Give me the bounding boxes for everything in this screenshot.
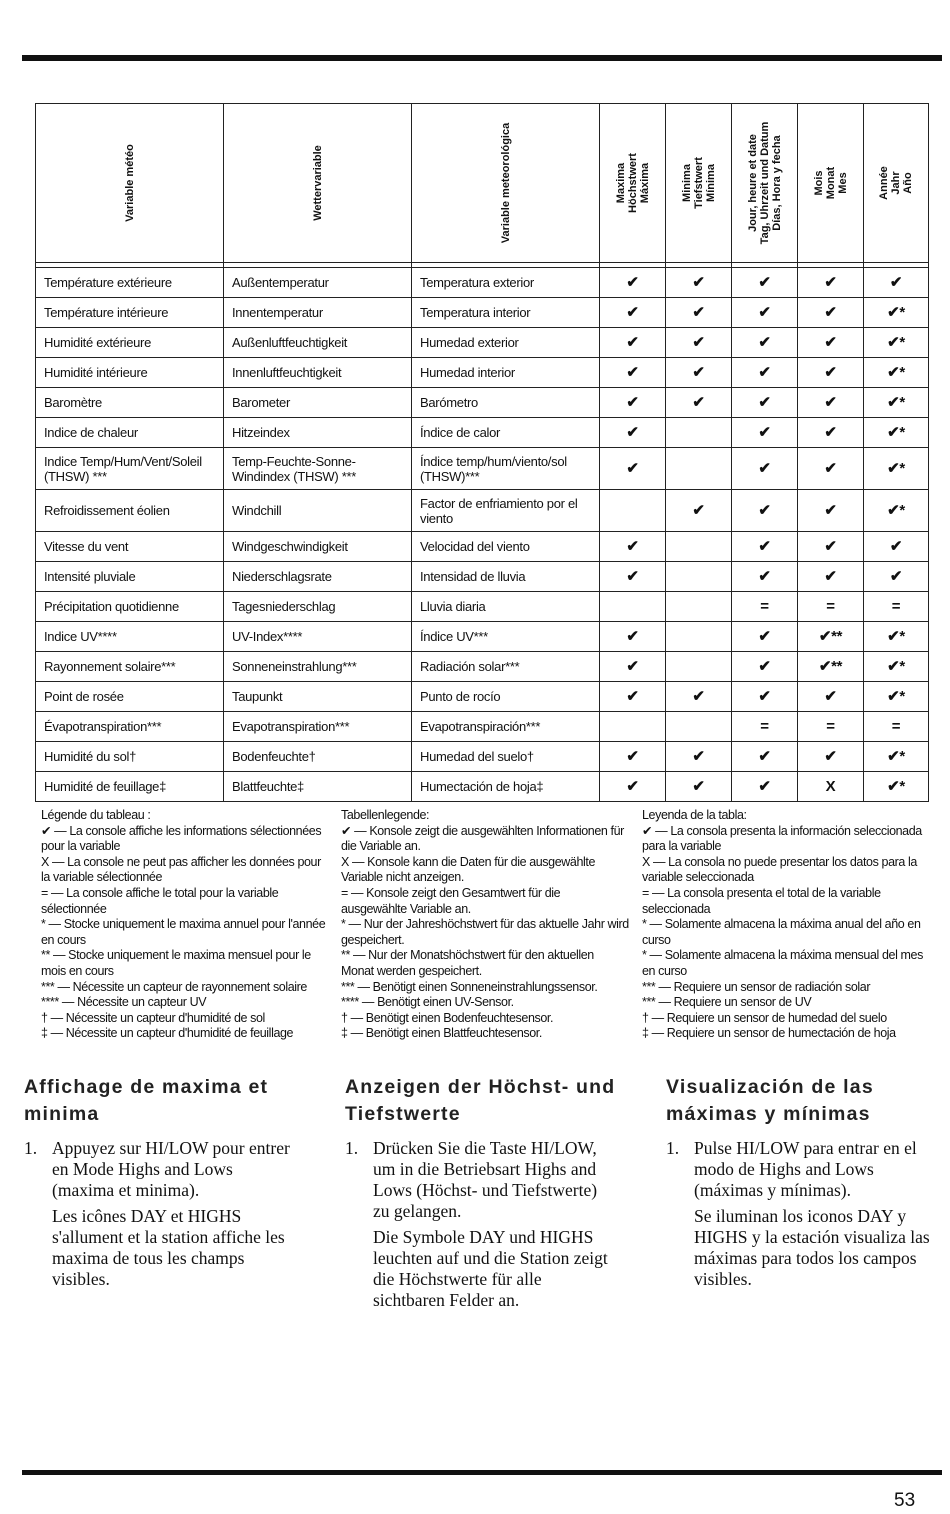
legend-fr xyxy=(41,808,329,1042)
step-number: 1. xyxy=(24,1138,38,1158)
header-variable-de: Wettervariable xyxy=(224,104,412,263)
variable-name-es: Lluvia diaria xyxy=(412,592,600,622)
section-title: Anzeigen der Höchst- und Tiefstwerte xyxy=(345,1076,616,1125)
record-cell-day: ✔ xyxy=(732,682,798,712)
section-title: Visualización de las máximas y mínimas xyxy=(666,1076,874,1125)
record-cell-yr: ✔* xyxy=(864,682,929,712)
legend-line: = — La consola presenta el total de la variable seleccionada xyxy=(642,885,881,916)
record-cell-yr: ✔* xyxy=(864,622,929,652)
record-cell-max: ✔ xyxy=(600,448,666,490)
record-cell-yr: ✔ xyxy=(864,268,929,298)
record-cell-max: ✔ xyxy=(600,772,666,802)
record-cell-day: = xyxy=(732,712,798,742)
table-row xyxy=(36,682,929,712)
record-cell-min xyxy=(666,562,732,592)
variable-name-de: Außenluftfeuchtigkeit xyxy=(224,328,412,358)
record-cell-mon: ✔ xyxy=(798,358,864,388)
record-cell-day: ✔ xyxy=(732,652,798,682)
header-min: Minima Tiefstwert Mínima xyxy=(666,104,732,263)
variable-name-de: Tagesniederschlag xyxy=(224,592,412,622)
record-cell-min xyxy=(666,592,732,622)
step-result-text: Les icônes DAY et HIGHS s'allument et la station affiche les maxima de tous les champs visibles. xyxy=(52,1206,285,1289)
record-cell-day: ✔ xyxy=(732,562,798,592)
record-cell-day: ✔ xyxy=(732,298,798,328)
record-cell-min: ✔ xyxy=(666,328,732,358)
record-cell-day: ✔ xyxy=(732,490,798,532)
legend-line: *** — Requiere un sensor de radiación solar xyxy=(642,979,871,994)
variable-name-es: Temperatura exterior xyxy=(412,268,600,298)
table-body xyxy=(36,263,929,802)
record-cell-day: ✔ xyxy=(732,448,798,490)
legend-line: **** — Nécessite un capteur UV xyxy=(41,995,207,1010)
record-cell-day: ✔ xyxy=(732,772,798,802)
variable-name-fr: Précipitation quotidienne xyxy=(36,592,224,622)
legend-line: *** — Requiere un sensor de UV xyxy=(642,995,812,1010)
record-cell-day: ✔ xyxy=(732,532,798,562)
variable-name-de: Sonneneinstrahlung*** xyxy=(224,652,412,682)
record-cell-yr: ✔* xyxy=(864,328,929,358)
legend-line: Leyenda de la tabla: xyxy=(642,808,747,822)
record-cell-max xyxy=(600,490,666,532)
record-cell-yr: ✔* xyxy=(864,358,929,388)
legend-line: * — Stocke uniquement le maxima annuel pour l'année en cours xyxy=(41,917,326,947)
record-cell-min xyxy=(666,622,732,652)
record-cell-mon: ✔ xyxy=(798,298,864,328)
record-cell-yr: ✔* xyxy=(864,652,929,682)
record-cell-yr: ✔* xyxy=(864,772,929,802)
record-cell-mon: ✔ xyxy=(798,418,864,448)
record-cell-min: ✔ xyxy=(666,358,732,388)
table-row xyxy=(36,742,929,772)
table-row xyxy=(36,298,929,328)
weather-variable-table xyxy=(35,103,929,802)
table-row xyxy=(36,622,929,652)
record-cell-mon: ✔ xyxy=(798,742,864,772)
legend-line: X — La consola no puede presentar los datos para la variable seleccionada xyxy=(642,854,917,885)
record-cell-min: ✔ xyxy=(666,742,732,772)
record-cell-mon: ✔ xyxy=(798,448,864,490)
table-row xyxy=(36,562,929,592)
variable-name-de: Barometer xyxy=(224,388,412,418)
record-cell-max: ✔ xyxy=(600,562,666,592)
legend-es xyxy=(642,808,930,1042)
record-cell-day: ✔ xyxy=(732,358,798,388)
legend-line: = — Konsole zeigt den Gesamtwert für die ausgewählte Variable an. xyxy=(341,885,561,916)
record-cell-mon: ✔** xyxy=(798,622,864,652)
legend-line: Légende du tableau : xyxy=(41,808,151,822)
record-cell-max: ✔ xyxy=(600,532,666,562)
step-1 xyxy=(345,1138,617,1311)
record-cell-max: ✔ xyxy=(600,622,666,652)
record-cell-yr: ✔ xyxy=(864,562,929,592)
table-row xyxy=(36,328,929,358)
legend-line: * — Solamente almacena la máxima mensual del mes en curso xyxy=(642,948,923,978)
record-cell-day: ✔ xyxy=(732,388,798,418)
record-cell-min: ✔ xyxy=(666,388,732,418)
record-cell-yr: ✔* xyxy=(864,490,929,532)
legend-line: ‡ — Requiere un sensor de humectación de hoja xyxy=(642,1026,896,1041)
variable-name-fr: Température intérieure xyxy=(36,298,224,328)
variable-name-de: Innenluftfeuchtigkeit xyxy=(224,358,412,388)
header-month: Mois Monat Mes xyxy=(798,104,864,263)
variable-name-es: Velocidad del viento xyxy=(412,532,600,562)
record-cell-max: ✔ xyxy=(600,418,666,448)
record-cell-yr: ✔* xyxy=(864,418,929,448)
legend-line: Tabellenlegende: xyxy=(341,808,430,822)
variable-name-fr: Baromètre xyxy=(36,388,224,418)
legend-line: † — Requiere un sensor de humedad del suelo xyxy=(642,1010,887,1025)
section-title: Affichage de maxima et minima xyxy=(24,1076,269,1125)
record-cell-min xyxy=(666,448,732,490)
table-row xyxy=(36,490,929,532)
variable-name-es: Humectación de hoja‡ xyxy=(412,772,600,802)
table-row xyxy=(36,532,929,562)
record-cell-mon: = xyxy=(798,592,864,622)
record-cell-mon: ✔ xyxy=(798,268,864,298)
record-cell-min xyxy=(666,418,732,448)
variable-name-de: Temp-Feuchte-Sonne-Windindex (THSW) *** xyxy=(224,448,412,490)
record-cell-day: ✔ xyxy=(732,268,798,298)
variable-name-fr: Intensité pluviale xyxy=(36,562,224,592)
variable-name-es: Evapotranspiración*** xyxy=(412,712,600,742)
step-text: Appuyez sur HI/LOW pour entrer en Mode Highs and Lows (maxima et minima). xyxy=(52,1138,290,1200)
variable-name-fr: Indice Temp/Hum/Vent/Soleil (THSW) *** xyxy=(36,448,224,490)
table-row xyxy=(36,448,929,490)
table-row xyxy=(36,418,929,448)
variable-name-es: Punto de rocío xyxy=(412,682,600,712)
legend-line: ‡ — Nécessite un capteur d'humidité de feuillage xyxy=(41,1026,294,1041)
variable-name-de: Innentemperatur xyxy=(224,298,412,328)
variable-name-de: Taupunkt xyxy=(224,682,412,712)
header-variable-fr: Variable météo xyxy=(36,104,224,263)
step-result-text: Se iluminan los iconos DAY y HIGHS y la estación visualiza las máximas para todos los campos visibles. xyxy=(694,1206,930,1289)
record-cell-max: ✔ xyxy=(600,268,666,298)
record-cell-min: ✔ xyxy=(666,298,732,328)
record-cell-day: ✔ xyxy=(732,418,798,448)
table-row xyxy=(36,268,929,298)
record-cell-min xyxy=(666,652,732,682)
step-text: Drücken Sie die Taste HI/LOW, um in die Betriebsart Highs and Lows (Höchst- und Tiefstwerte) zu gelangen. xyxy=(373,1138,598,1221)
variable-name-fr: Température extérieure xyxy=(36,268,224,298)
legend-line: **** — Benötigt einen UV-Sensor. xyxy=(341,995,514,1010)
record-cell-min xyxy=(666,712,732,742)
record-cell-min: ✔ xyxy=(666,268,732,298)
step-number: 1. xyxy=(345,1138,359,1158)
header-variable-es: Variable meteorológica xyxy=(412,104,600,263)
variable-name-de: UV-Index**** xyxy=(224,622,412,652)
variable-name-es: Humedad interior xyxy=(412,358,600,388)
variable-name-fr: Refroidissement éolien xyxy=(36,490,224,532)
record-cell-max: ✔ xyxy=(600,652,666,682)
header-year: Année Jahr Año xyxy=(864,104,929,263)
legend-line: † — Nécessite un capteur d'humidité de sol xyxy=(41,1010,265,1025)
legend-line: ** — Nur der Monatshöchstwert für den aktuellen Monat werden gespeichert. xyxy=(341,948,594,978)
record-cell-mon: ✔ xyxy=(798,682,864,712)
variable-name-de: Blattfeuchte‡ xyxy=(224,772,412,802)
variable-name-de: Außentemperatur xyxy=(224,268,412,298)
variable-name-fr: Vitesse du vent xyxy=(36,532,224,562)
variable-name-de: Windchill xyxy=(224,490,412,532)
step-text: Pulse HI/LOW para entrar en el modo de Highs and Lows (máximas y mínimas). xyxy=(694,1138,917,1200)
record-cell-day: ✔ xyxy=(732,328,798,358)
step-result-text: Die Symbole DAY und HIGHS leuchten auf und die Station zeigt die Höchstwerte für alle sichtbaren Felder an. xyxy=(373,1227,608,1310)
top-rule xyxy=(22,55,942,61)
variable-name-fr: Évapotranspiration*** xyxy=(36,712,224,742)
record-cell-min: ✔ xyxy=(666,772,732,802)
record-cell-min: ✔ xyxy=(666,682,732,712)
record-cell-max: ✔ xyxy=(600,388,666,418)
step-1 xyxy=(666,1138,938,1290)
record-cell-max: ✔ xyxy=(600,358,666,388)
variable-name-es: Intensidad de lluvia xyxy=(412,562,600,592)
legend-line: X — La console ne peut pas afficher les données pour la variable sélectionnée xyxy=(41,854,321,885)
record-cell-mon: ✔ xyxy=(798,328,864,358)
legend-line: X — Konsole kann die Daten für die ausgewählte Variable nicht anzeigen. xyxy=(341,854,595,885)
record-cell-day: ✔ xyxy=(732,622,798,652)
variable-name-fr: Rayonnement solaire*** xyxy=(36,652,224,682)
record-cell-mon: X xyxy=(798,772,864,802)
record-cell-yr: ✔* xyxy=(864,448,929,490)
record-cell-max: ✔ xyxy=(600,742,666,772)
variable-name-fr: Point de rosée xyxy=(36,682,224,712)
record-cell-yr: ✔* xyxy=(864,298,929,328)
legend-line: ‡ — Benötigt einen Blattfeuchtesensor. xyxy=(341,1026,542,1041)
legend-line: ** — Stocke uniquement le maxima mensuel pour le mois en cours xyxy=(41,948,311,978)
record-cell-day: ✔ xyxy=(732,742,798,772)
record-cell-min xyxy=(666,532,732,562)
variable-name-es: Barómetro xyxy=(412,388,600,418)
table-header-row xyxy=(36,104,929,263)
record-cell-max xyxy=(600,712,666,742)
legend-line: ✔ — Konsole zeigt die ausgewählten Informationen für die Variable an. xyxy=(341,823,624,854)
variable-name-es: Humedad del suelo† xyxy=(412,742,600,772)
bottom-rule xyxy=(22,1470,942,1475)
variable-name-de: Bodenfeuchte† xyxy=(224,742,412,772)
legend-line: ✔ — La console affiche les informations sélectionnées pour la variable xyxy=(41,823,322,854)
variable-name-fr: Humidité du sol† xyxy=(36,742,224,772)
variable-name-de: Windgeschwindigkeit xyxy=(224,532,412,562)
variable-name-es: Índice de calor xyxy=(412,418,600,448)
table-row xyxy=(36,772,929,802)
record-cell-max xyxy=(600,592,666,622)
variable-name-es: Humedad exterior xyxy=(412,328,600,358)
header-day-time-date: Jour, heure et date Tag, Uhrzeit und Datum Días, Hora y fecha xyxy=(732,104,798,263)
table-row xyxy=(36,592,929,622)
record-cell-mon: ✔ xyxy=(798,532,864,562)
step-number: 1. xyxy=(666,1138,680,1158)
legend-line: * — Solamente almacena la máxima anual del año en curso xyxy=(642,917,921,947)
record-cell-mon: ✔ xyxy=(798,388,864,418)
variable-name-fr: Indice de chaleur xyxy=(36,418,224,448)
variable-name-fr: Humidité intérieure xyxy=(36,358,224,388)
record-cell-yr: ✔* xyxy=(864,742,929,772)
section-es xyxy=(666,1074,938,1295)
legend-line: *** — Benötigt einen Sonneneinstrahlungssensor. xyxy=(341,979,598,994)
record-cell-min: ✔ xyxy=(666,490,732,532)
legend-line: *** — Nécessite un capteur de rayonnement solaire xyxy=(41,979,307,994)
record-cell-yr: ✔* xyxy=(864,388,929,418)
step-1 xyxy=(24,1138,296,1290)
record-cell-day: = xyxy=(732,592,798,622)
record-cell-mon: ✔** xyxy=(798,652,864,682)
record-cell-max: ✔ xyxy=(600,328,666,358)
page-number: 53 xyxy=(894,1490,916,1511)
legend-line: * — Nur der Jahreshöchstwert für das aktuelle Jahr wird gespeichert. xyxy=(341,917,629,947)
table-row xyxy=(36,388,929,418)
legend-line: † — Benötigt einen Bodenfeuchtesensor. xyxy=(341,1010,554,1025)
variable-name-de: Evapotranspiration*** xyxy=(224,712,412,742)
table-row xyxy=(36,358,929,388)
legend-de xyxy=(341,808,629,1042)
section-de xyxy=(345,1074,617,1316)
table-row xyxy=(36,712,929,742)
record-cell-yr: ✔ xyxy=(864,532,929,562)
record-cell-max: ✔ xyxy=(600,298,666,328)
legend-line: ✔ — La consola presenta la información seleccionada para la variable xyxy=(642,823,922,854)
record-cell-yr: = xyxy=(864,712,929,742)
record-cell-yr: = xyxy=(864,592,929,622)
record-cell-mon: ✔ xyxy=(798,490,864,532)
header-max: Maxima Höchstwert Máxima xyxy=(600,104,666,263)
variable-name-de: Hitzeindex xyxy=(224,418,412,448)
variable-name-fr: Humidité extérieure xyxy=(36,328,224,358)
variable-name-es: Índice UV*** xyxy=(412,622,600,652)
record-cell-mon: ✔ xyxy=(798,562,864,592)
variable-name-fr: Indice UV**** xyxy=(36,622,224,652)
variable-name-es: Radiación solar*** xyxy=(412,652,600,682)
record-cell-mon: = xyxy=(798,712,864,742)
section-fr xyxy=(24,1074,296,1295)
legend-line: = — La console affiche le total pour la variable sélectionnée xyxy=(41,885,279,916)
variable-name-es: Índice temp/hum/viento/sol (THSW)*** xyxy=(412,448,600,490)
table-row xyxy=(36,652,929,682)
variable-name-de: Niederschlagsrate xyxy=(224,562,412,592)
variable-name-es: Temperatura interior xyxy=(412,298,600,328)
variable-name-es: Factor de enfriamiento por el viento xyxy=(412,490,600,532)
record-cell-max: ✔ xyxy=(600,682,666,712)
variable-name-fr: Humidité de feuillage‡ xyxy=(36,772,224,802)
